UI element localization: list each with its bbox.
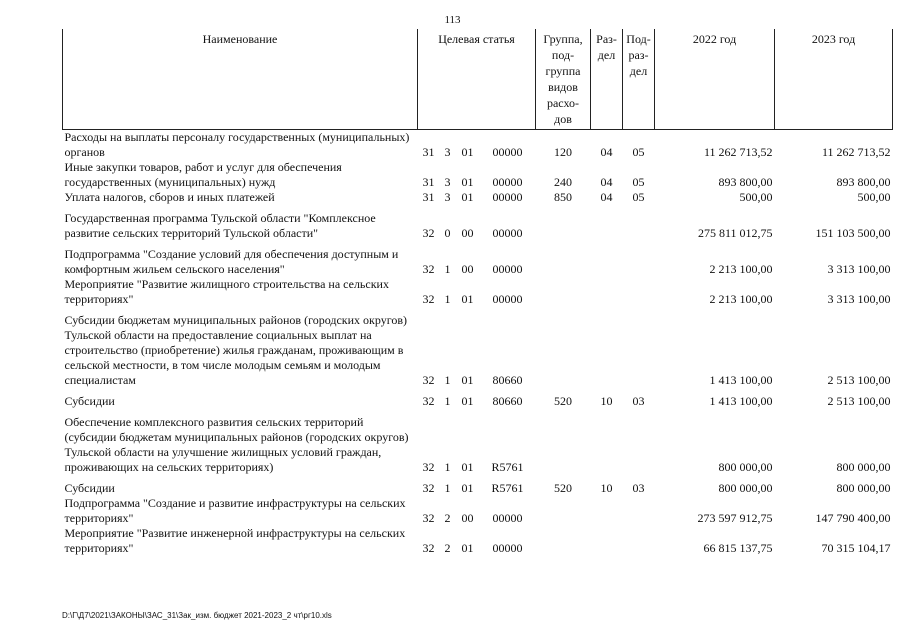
cell-c1: 32: [422, 262, 435, 276]
budget-table: [62, 29, 893, 556]
cell-c2: 3: [444, 145, 451, 159]
cell-c4: 00000: [492, 292, 523, 306]
cell-c1: 32: [422, 292, 435, 306]
cell-y22: 11 262 713,52: [703, 145, 773, 159]
header-group: Группа, под-группа видов расхо-дов: [536, 29, 591, 130]
cell-c4: 80660: [492, 394, 523, 408]
header-year-2022: 2022 год: [655, 29, 775, 130]
cell-c1: 32: [422, 226, 435, 240]
cell-c3: 01: [461, 481, 474, 495]
cell-c2: 2: [444, 511, 451, 525]
cell-y22: 2 213 100,00: [709, 292, 773, 306]
cell-c1: 31: [422, 175, 435, 189]
cell-y23: 3 313 100,00: [827, 292, 891, 306]
cell-c2: 3: [444, 175, 451, 189]
header-target: Целевая статья: [418, 29, 536, 130]
cell-y23: 147 790 400,00: [815, 511, 891, 525]
header-section: Раз-дел: [591, 29, 623, 130]
cell-grp: [536, 415, 591, 475]
cell-grp: [536, 313, 591, 388]
table-row: [63, 481, 893, 496]
cell-c3: 01: [461, 145, 474, 159]
cell-name: Государственная программа Тульской области "Комплексное развитие сельских территорий Тульской области": [64, 211, 376, 240]
cell-grp: [536, 247, 591, 277]
cell-y22: 1 413 100,00: [709, 373, 773, 387]
cell-name: Расходы на выплаты персоналу государственных (муниципальных) органов: [64, 130, 410, 159]
cell-c2: 1: [444, 262, 451, 276]
cell-razd: [591, 415, 623, 475]
cell-razd: [591, 313, 623, 388]
cell-podr: [623, 496, 655, 526]
cell-c4: 00000: [492, 175, 523, 189]
cell-razd: 10: [600, 394, 613, 408]
header-name: Наименование: [63, 29, 418, 130]
cell-c1: 32: [422, 541, 435, 555]
cell-y22: 800 000,00: [718, 460, 773, 474]
cell-c1: 32: [422, 481, 435, 495]
cell-podr: [623, 526, 655, 556]
cell-c1: 32: [422, 394, 435, 408]
cell-c4: 00000: [492, 541, 523, 555]
cell-razd: [591, 247, 623, 277]
table-row: [63, 415, 893, 475]
cell-c2: 3: [444, 190, 451, 204]
cell-c3: 00: [461, 226, 474, 240]
cell-c3: 01: [461, 373, 474, 387]
table-row: [63, 394, 893, 409]
cell-c2: 1: [444, 481, 451, 495]
cell-razd: 04: [600, 190, 613, 204]
cell-name: Уплата налогов, сборов и иных платежей: [64, 190, 275, 204]
table-row: [63, 130, 893, 161]
cell-y22: 2 213 100,00: [709, 262, 773, 276]
cell-c3: 00: [461, 262, 474, 276]
cell-podr: [623, 415, 655, 475]
cell-c2: 0: [444, 226, 451, 240]
cell-c3: 01: [461, 541, 474, 555]
cell-razd: [591, 211, 623, 241]
cell-c2: 1: [444, 460, 451, 474]
cell-grp: [536, 526, 591, 556]
cell-y22: 1 413 100,00: [709, 394, 773, 408]
cell-grp: 120: [554, 145, 573, 159]
cell-y23: 3 313 100,00: [827, 262, 891, 276]
cell-podr: 03: [632, 394, 645, 408]
cell-razd: [591, 277, 623, 307]
cell-name: Иные закупки товаров, работ и услуг для обеспечения государственных (муниципальных) нужд: [64, 160, 342, 189]
cell-podr: [623, 277, 655, 307]
cell-name: Мероприятие "Развитие инженерной инфраструктуры на сельских территориях": [64, 526, 406, 555]
cell-y23: 893 800,00: [836, 175, 891, 189]
cell-y22: 500,00: [739, 190, 773, 204]
cell-y23: 70 315 104,17: [821, 541, 891, 555]
file-path-footer: D:\Г\Д7\2021\ЗАКОНЫ\ЗАС_31\Зак_изм. бюджет 2021-2023_2 чт\рг10.xls: [62, 611, 332, 620]
table-row: [63, 313, 893, 388]
cell-razd: 04: [600, 175, 613, 189]
cell-c4: 00000: [492, 511, 523, 525]
cell-c4: 00000: [492, 190, 523, 204]
cell-grp: 520: [554, 481, 573, 495]
cell-name: Обеспечение комплексного развития сельских территорий (субсидии бюджетам муниципальных районов (городских округов) Тульской области на улучшение жилищных условий граждан, проживающих на сельских территориях): [64, 415, 409, 474]
cell-c3: 00: [461, 511, 474, 525]
header-subsection: Под-раз-дел: [623, 29, 655, 130]
page-number: 113: [444, 14, 461, 26]
cell-c2: 1: [444, 292, 451, 306]
cell-grp: [536, 211, 591, 241]
cell-razd: [591, 496, 623, 526]
cell-c4: 00000: [492, 145, 523, 159]
cell-y23: 800 000,00: [836, 460, 891, 474]
cell-c2: 1: [444, 373, 451, 387]
cell-razd: 10: [600, 481, 613, 495]
table-row: [63, 247, 893, 277]
cell-c4: 00000: [492, 262, 523, 276]
cell-podr: 05: [632, 175, 645, 189]
cell-y23: 800 000,00: [836, 481, 891, 495]
cell-c4: R5761: [491, 481, 524, 495]
cell-c4: R5761: [491, 460, 524, 474]
cell-name: Субсидии: [64, 481, 115, 495]
cell-grp: 850: [554, 190, 573, 204]
cell-grp: 240: [554, 175, 573, 189]
cell-podr: [623, 313, 655, 388]
cell-c3: 01: [461, 460, 474, 474]
cell-name: Мероприятие "Развитие жилищного строительства на сельских территориях": [64, 277, 389, 306]
cell-c3: 01: [461, 190, 474, 204]
table-row: [63, 526, 893, 556]
cell-name: Подпрограмма "Создание и развитие инфраструктуры на сельских территориях": [64, 496, 406, 525]
cell-c1: 32: [422, 460, 435, 474]
cell-c1: 32: [422, 511, 435, 525]
cell-name: Субсидии бюджетам муниципальных районов (городских округов) Тульской области на предоставление социальных выплат на строительство (приобретение) жилья гражданам, проживающим в сельской местности, в том числе молодым семьям и молодым специалистам: [64, 313, 408, 387]
cell-name: Субсидии: [64, 394, 115, 408]
cell-razd: 04: [600, 145, 613, 159]
table-row: [63, 211, 893, 241]
cell-y23: 500,00: [857, 190, 891, 204]
cell-name: Подпрограмма "Создание условий для обеспечения доступным и комфортным жильем сельского населения": [64, 247, 399, 276]
cell-c2: 1: [444, 394, 451, 408]
cell-podr: 05: [632, 190, 645, 204]
header-year-2023: 2023 год: [775, 29, 893, 130]
cell-y23: 2 513 100,00: [827, 394, 891, 408]
cell-y23: 11 262 713,52: [821, 145, 891, 159]
cell-y23: 2 513 100,00: [827, 373, 891, 387]
table-row: [63, 160, 893, 190]
cell-y22: 893 800,00: [718, 175, 773, 189]
cell-podr: [623, 211, 655, 241]
cell-c1: 31: [422, 145, 435, 159]
cell-c2: 2: [444, 541, 451, 555]
table-row: [63, 190, 893, 205]
cell-y22: 273 597 912,75: [697, 511, 773, 525]
cell-c3: 01: [461, 175, 474, 189]
cell-y22: 66 815 137,75: [703, 541, 773, 555]
cell-c3: 01: [461, 394, 474, 408]
cell-podr: 05: [632, 145, 645, 159]
cell-y22: 275 811 012,75: [697, 226, 773, 240]
cell-razd: [591, 526, 623, 556]
cell-grp: [536, 277, 591, 307]
cell-c3: 01: [461, 292, 474, 306]
cell-grp: [536, 496, 591, 526]
cell-y23: 151 103 500,00: [815, 226, 891, 240]
table-row: [63, 277, 893, 307]
cell-c4: 80660: [492, 373, 523, 387]
cell-y22: 800 000,00: [718, 481, 773, 495]
cell-grp: 520: [554, 394, 573, 408]
cell-c4: 00000: [492, 226, 523, 240]
table-row: [63, 496, 893, 526]
cell-c1: 32: [422, 373, 435, 387]
table-body: [63, 130, 893, 557]
cell-podr: 03: [632, 481, 645, 495]
table-header-row: [63, 29, 893, 130]
cell-c1: 31: [422, 190, 435, 204]
cell-podr: [623, 247, 655, 277]
